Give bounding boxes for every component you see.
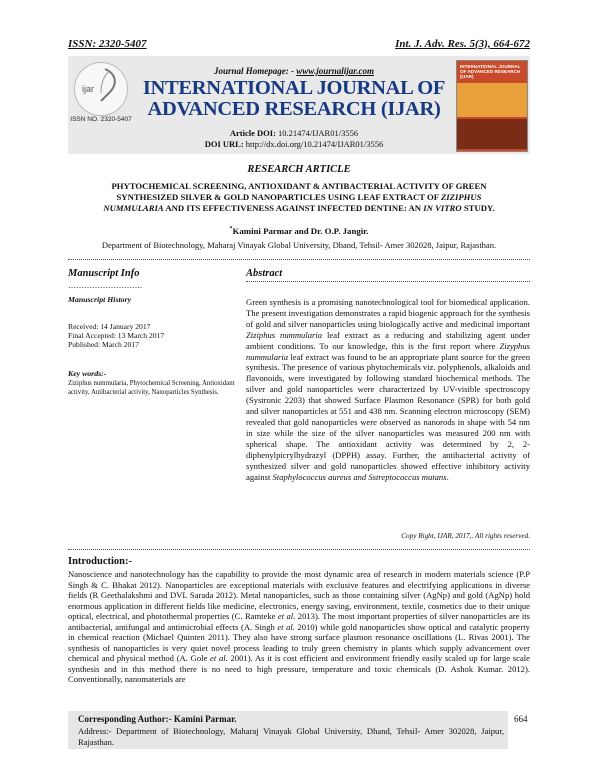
affiliation: Department of Biotechnology, Maharaj Vinayak Global University, Dhand, Tehsil- Amer 302028, Jaipur, Rajasthan.	[101, 240, 497, 250]
journal-homepage	[134, 66, 454, 76]
introduction-text: Nanoscience and nanotechnology has the capability to provide the most dynamic area of research in modern materials science (P.P Singh & C. Bhakat 2012). Nanoparticles are exceptional materials with exclusive features and electrifying applications in diverse fields (R Geethalakshmi and DVL Sarada 2012). Metal nanoparticles, such as those containing silver (AgNp) and gold (AgNp) hold enormous application in different fields like medicine, electronics, energy saving, environment, textile, cosmetics due to their unique optical, electrical, and photothermal properties (C. Ramteke et al. 2013). The most important properties of silver nanoparticles are its antibacterial, antifungal and antimicrobial effects (A. Singh et al. 2010) while gold nanoparticles show optical and catalytic property in chemical reaction (Michael Quinten 2011). They also have strong surface plasmon resonance oscillations (L. Rivas 2001). The synthesis of nanoparticles is very quiet novel process leading to truly green chemistry in plants which supply advancement over chemical and physical method (A. Gole et al. 2001). As it is cost efficient and environment friendly easily scaled up for large scale synthesis and in this method there is no need to high pressure, temperature and toxic chemicals (D. Ashok Kumar. 2012). Conventionally, nanomaterials are	[68, 569, 530, 684]
doi-url-label: DOI URL:	[204, 139, 244, 149]
keywords: Ziziphus nummularia, Phytochemical Screening, Antioxidant activity, Antibacterial activity, Nanoparticles Synthesis.	[68, 380, 235, 396]
page-number: 664	[514, 714, 528, 724]
logo-issn: ISSN NO. 2320-5407	[70, 116, 132, 123]
article-title	[68, 181, 530, 214]
keywords-heading: Key words:-	[68, 369, 107, 378]
copyright: Copy Right, IJAR, 2017,. All rights reserved.	[401, 532, 530, 540]
ijar-logo	[70, 62, 130, 142]
manuscript-dots: ……………………….	[68, 281, 142, 290]
title-line3: NUMMULARIA AND ITS EFFECTIVENESS AGAINST INFECTED DENTINE: AN IN VITRO STUDY.	[103, 203, 495, 213]
accepted-date: Final Accepted: 13 March 2017	[68, 331, 165, 340]
homepage-link[interactable]: www.journalijar.com	[296, 66, 374, 76]
abstract-rule	[246, 281, 530, 282]
article-type: RESEARCH ARTICLE	[247, 164, 351, 175]
journal-title-line2: ADVANCED RESEARCH (IJAR)	[147, 98, 441, 120]
doi-url-value[interactable]: http://dx.doi.org/10.21474/IJAR01/3556	[245, 139, 384, 149]
author-address: Address:- Department of Biotechnology, Maharaj Vinayak Global University, Dhand, Tehsil- Amer 302028, Jaipur, Rajasthan.	[78, 726, 504, 747]
introduction-heading: Introduction:-	[68, 556, 132, 567]
manuscript-info-heading: Manuscript Info	[68, 268, 140, 279]
dotted-rule	[68, 259, 530, 260]
doi-label: Article DOI:	[229, 128, 276, 138]
received-date: Received: 14 January 2017	[68, 322, 151, 331]
abstract-heading: Abstract	[246, 268, 283, 279]
abstract-text: Green synthesis is a promising nanotechnological tool for biomedical application. The present investigation demonstrates a rapid biogenic approach for the synthesis of gold and silver nanoparticles using biologically active and medicinal important Ziziphus nummularia leaf extract as a reducing and stabilizing agent under ambient conditions. To our knowledge, this is the first report where Zizyphus nummularia leaf extract was found to be an appropriate plant source for the green synthesis. The presence of various phytochemicals viz. polyphenols, alkaloids and flavonoids, were investigated by following standard biochemical methods. The silver and gold nanoparticles were characterized by UV-visible spectroscopy (Systronic 2203) that showed Surface Plasmon Resonance (SPR) for both gold and silver nanoparticles at 551 and 438 nm. Scanning electron microscopy (SEM) revealed that gold nanoparticles were observed as nanorods in shape with 54 nm in size while the size of the silver nanoparticles was measured 200 nm with spherical shape. The antioxidant activity was determined by 2, 2- diphenylpicrylhydrazyl (DPPH) assay. Further, the antibacterial activity of synthesized silver and gold nanoparticles showed effective inhibitory activity against Staphylococcus aureus and Sstreptococcus mutans.	[246, 297, 530, 482]
article-doi	[134, 128, 454, 138]
title-line2: SYNTHESIZED SILVER & GOLD NANOPARTICLES USING LEAF EXTRACT OF ZIZIPHUS	[116, 192, 482, 202]
issn-header: ISSN: 2320-5407	[68, 38, 147, 50]
doi-url	[134, 139, 454, 149]
cover-title: INTERNATIONAL JOURNAL OF ADVANCED RESEARCH (IJAR)	[460, 64, 521, 79]
manuscript-history-heading: Manuscript History	[68, 295, 132, 304]
journal-cover-thumbnail	[456, 60, 528, 152]
cover-stripe	[457, 83, 527, 117]
corresponding-author: Corresponding Author:- Kamini Parmar.	[78, 714, 237, 724]
homepage-label: Journal Homepage: -	[214, 66, 297, 76]
cover-stripe-dark	[457, 119, 527, 149]
doi-value: 10.21474/IJAR01/3556	[278, 128, 359, 138]
dotted-rule-2	[68, 549, 530, 550]
journal-title-line1: INTERNATIONAL JOURNAL OF	[142, 77, 446, 99]
title-line1: PHYTOCHEMICAL SCREENING, ANTIOXIDANT & ANTIBACTERIAL ACTIVITY OF GREEN	[111, 181, 487, 191]
published-date: Published: March 2017	[68, 340, 139, 349]
citation-header: Int. J. Adv. Res. 5(3), 664-672	[395, 38, 530, 50]
logo-text: ijar	[82, 84, 95, 94]
manuscript-dates	[68, 322, 238, 349]
authors: *Kamini Parmar and Dr. O.P. Jangir.	[229, 226, 369, 236]
